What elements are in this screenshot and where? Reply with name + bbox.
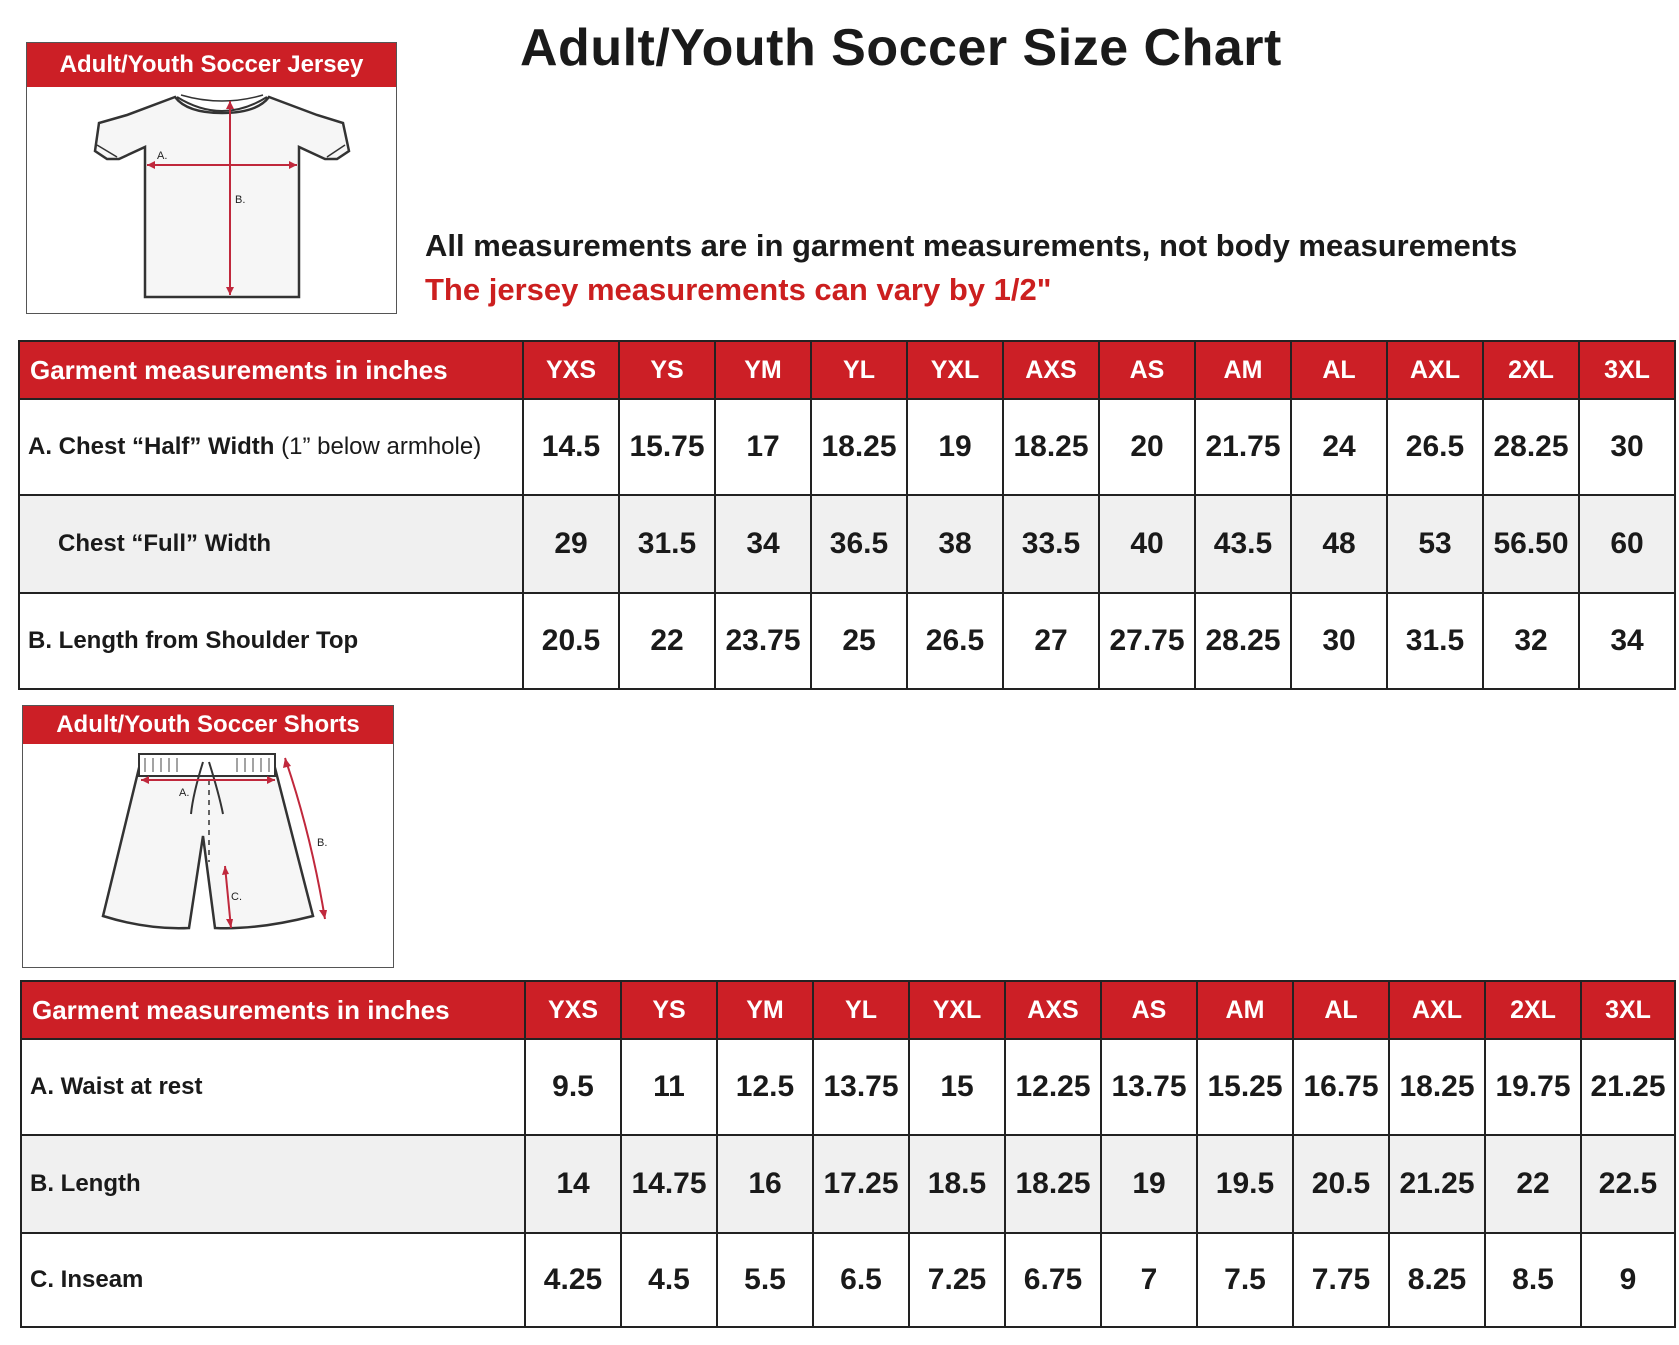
table-cell: 31.5 [1387,593,1483,689]
table-cell: 40 [1099,495,1195,593]
table-row [21,1135,1675,1233]
row-sublabel: (1” below armhole) [281,433,482,460]
page-title: Adult/Youth Soccer Size Chart [520,19,1282,77]
table-cell: 22 [1485,1135,1581,1233]
table-cell: 7 [1101,1233,1197,1327]
table-cell: 18.25 [1389,1039,1485,1135]
table-cell: 19 [1101,1135,1197,1233]
table-cell: 14.75 [621,1135,717,1233]
table-cell: 21.75 [1195,399,1291,495]
table-cell: 5.5 [717,1233,813,1327]
table-cell: 6.5 [813,1233,909,1327]
table-cell: 53 [1387,495,1483,593]
table-cell: 60 [1579,495,1675,593]
table-cell: 32 [1483,593,1579,689]
row-label: B. Length [21,1135,525,1233]
shorts-header-label: Garment measurements in inches [21,981,525,1039]
size-header: YXL [907,341,1003,399]
table-cell: 26.5 [1387,399,1483,495]
table-cell: 28.25 [1483,399,1579,495]
table-cell: 14 [525,1135,621,1233]
table-cell: 22 [619,593,715,689]
table-cell: 43.5 [1195,495,1291,593]
table-cell: 21.25 [1581,1039,1675,1135]
size-header: AL [1293,981,1389,1039]
table-cell: 17.25 [813,1135,909,1233]
size-header: YL [813,981,909,1039]
table-cell: 18.5 [909,1135,1005,1233]
size-header: YXS [525,981,621,1039]
table-cell: 48 [1291,495,1387,593]
table-row [19,399,1675,495]
table-cell: 4.5 [621,1233,717,1327]
table-cell: 23.75 [715,593,811,689]
size-header: 2XL [1483,341,1579,399]
table-cell: 7.25 [909,1233,1005,1327]
table-cell: 20 [1099,399,1195,495]
table-cell: 20.5 [1293,1135,1389,1233]
shorts-marker-a: A. [179,787,190,799]
table-cell: 17 [715,399,811,495]
table-cell: 9.5 [525,1039,621,1135]
row-label-text: A. Chest “Half” Width [28,433,275,460]
size-header: AXL [1389,981,1485,1039]
shorts-diagram-icon [23,744,392,966]
tolerance-note: The jersey measurements can vary by 1/2" [425,272,1052,307]
table-cell: 16.75 [1293,1039,1389,1135]
shorts-panel-title: Adult/Youth Soccer Shorts [23,706,393,744]
table-cell: 15.25 [1197,1039,1293,1135]
table-cell: 20.5 [523,593,619,689]
table-cell: 34 [715,495,811,593]
size-header: AXS [1005,981,1101,1039]
table-cell: 30 [1291,593,1387,689]
table-cell: 27 [1003,593,1099,689]
size-header: YM [717,981,813,1039]
table-cell: 19 [907,399,1003,495]
table-row [19,593,1675,689]
jersey-marker-b: B. [235,194,246,206]
table-cell: 4.25 [525,1233,621,1327]
shorts-marker-c: C. [231,891,242,903]
shorts-table-header [21,981,1675,1039]
row-label: A. Waist at rest [21,1039,525,1135]
row-label: C. Inseam [21,1233,525,1327]
size-header: AXS [1003,341,1099,399]
row-label: B. Length from Shoulder Top [19,593,523,689]
table-cell: 33.5 [1003,495,1099,593]
table-cell: 38 [907,495,1003,593]
shorts-marker-b: B. [317,837,328,849]
table-cell: 34 [1579,593,1675,689]
table-cell: 12.25 [1005,1039,1101,1135]
table-cell: 36.5 [811,495,907,593]
table-cell: 8.5 [1485,1233,1581,1327]
table-cell: 18.25 [811,399,907,495]
table-cell: 13.75 [813,1039,909,1135]
size-header: YL [811,341,907,399]
table-cell: 31.5 [619,495,715,593]
size-header: YXS [523,341,619,399]
table-cell: 7.5 [1197,1233,1293,1327]
table-cell: 18.25 [1005,1135,1101,1233]
table-cell: 27.75 [1099,593,1195,689]
size-header: AM [1197,981,1293,1039]
row-label [19,399,523,495]
table-cell: 25 [811,593,907,689]
size-header: AS [1101,981,1197,1039]
table-cell: 29 [523,495,619,593]
size-header: AL [1291,341,1387,399]
table-cell: 56.50 [1483,495,1579,593]
table-cell: 14.5 [523,399,619,495]
table-cell: 21.25 [1389,1135,1485,1233]
table-cell: 22.5 [1581,1135,1675,1233]
table-row [21,1233,1675,1327]
table-cell: 19.75 [1485,1039,1581,1135]
jersey-diagram-icon [27,87,395,312]
table-cell: 9 [1581,1233,1675,1327]
table-cell: 26.5 [907,593,1003,689]
table-cell: 19.5 [1197,1135,1293,1233]
table-row [19,495,1675,593]
jersey-marker-a: A. [157,150,168,162]
size-header: YS [619,341,715,399]
size-header: AXL [1387,341,1483,399]
size-header: YXL [909,981,1005,1039]
row-label: Chest “Full” Width [19,495,523,593]
size-header: 3XL [1579,341,1675,399]
table-cell: 24 [1291,399,1387,495]
table-cell: 15 [909,1039,1005,1135]
table-cell: 6.75 [1005,1233,1101,1327]
size-header: 2XL [1485,981,1581,1039]
jersey-table-header [19,341,1675,399]
size-header: AM [1195,341,1291,399]
size-header: YM [715,341,811,399]
jersey-diagram-panel [26,42,397,314]
table-row [21,1039,1675,1135]
table-cell: 30 [1579,399,1675,495]
table-cell: 12.5 [717,1039,813,1135]
table-cell: 8.25 [1389,1233,1485,1327]
jersey-header-label: Garment measurements in inches [19,341,523,399]
table-cell: 13.75 [1101,1039,1197,1135]
table-cell: 7.75 [1293,1233,1389,1327]
jersey-panel-title: Adult/Youth Soccer Jersey [27,43,396,87]
table-cell: 11 [621,1039,717,1135]
shorts-diagram-panel [22,705,394,968]
size-header: YS [621,981,717,1039]
shorts-size-table [20,980,1676,1328]
size-header: AS [1099,341,1195,399]
table-cell: 28.25 [1195,593,1291,689]
table-cell: 16 [717,1135,813,1233]
table-cell: 15.75 [619,399,715,495]
size-header: 3XL [1581,981,1675,1039]
jersey-size-table [18,340,1676,690]
table-cell: 18.25 [1003,399,1099,495]
measurement-note: All measurements are in garment measurements, not body measurements [425,228,1518,263]
